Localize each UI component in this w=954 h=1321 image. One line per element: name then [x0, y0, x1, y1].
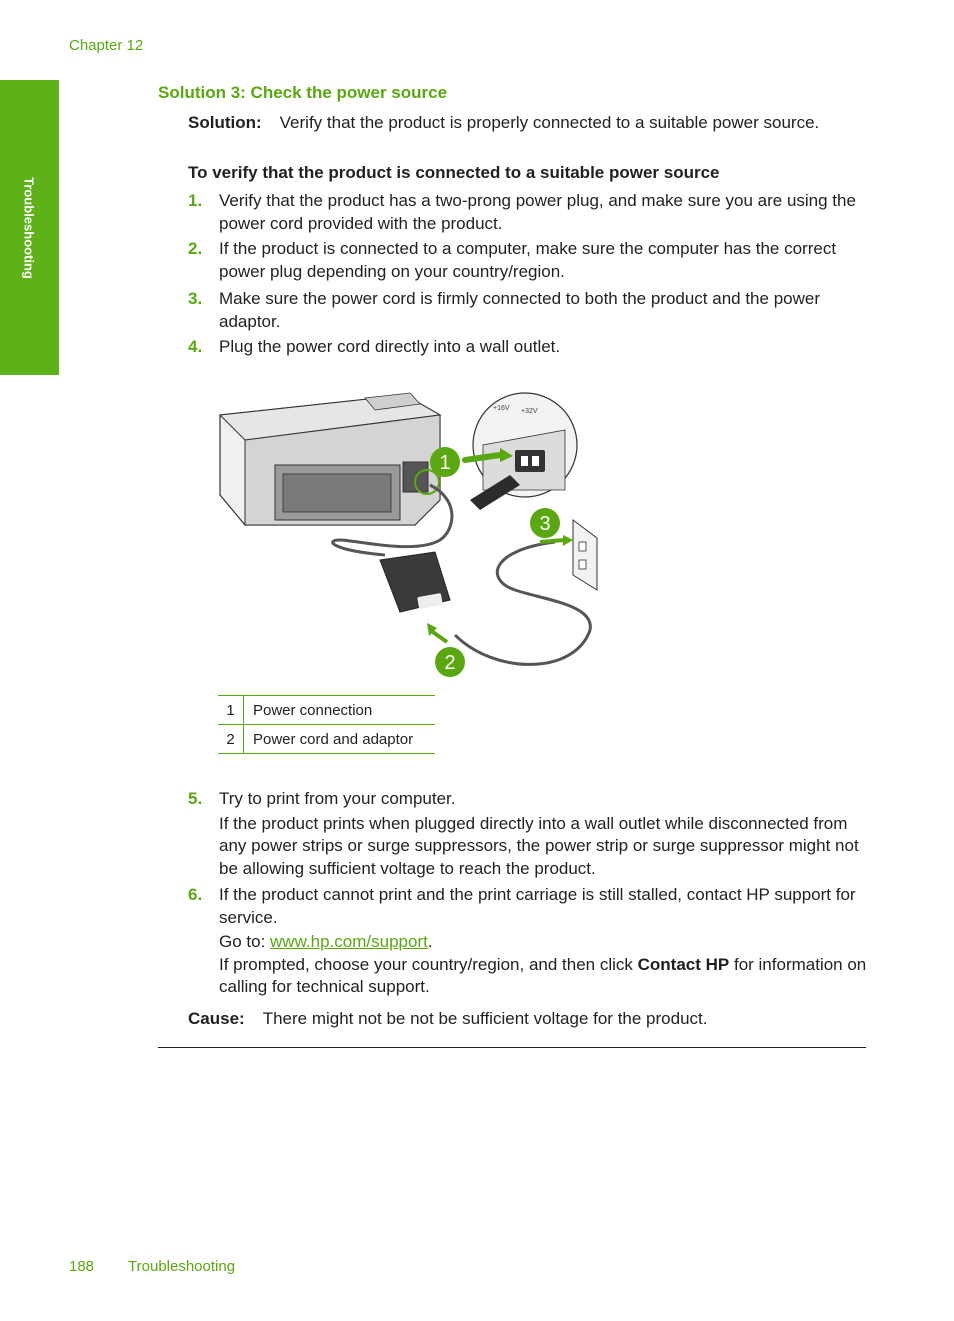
figure-legend [218, 695, 435, 754]
legend-label: Power connection [244, 696, 436, 725]
step-number: 3. [188, 289, 203, 308]
callout-3 [530, 508, 560, 538]
step-6 [188, 884, 868, 999]
svg-text:1: 1 [439, 452, 451, 474]
step-number: 6. [188, 885, 203, 904]
legend-number: 1 [218, 696, 244, 725]
side-tab [0, 80, 59, 375]
support-link[interactable]: www.hp.com/support [270, 932, 428, 951]
step-2 [188, 238, 868, 283]
step-5 [188, 788, 868, 880]
callout-1 [430, 447, 460, 477]
step-goto [219, 931, 868, 954]
procedure-heading: To verify that the product is connected to a suitable power source [188, 163, 720, 182]
callout-2 [435, 647, 465, 677]
step-1 [188, 190, 868, 235]
prompt-prefix: If prompted, choose your country/region, and then click [219, 954, 638, 974]
port-label: +16V [493, 405, 510, 412]
legend-row [218, 696, 435, 725]
solution-paragraph [188, 112, 868, 135]
power-connection-illustration [215, 390, 605, 680]
cause-label: Cause: [188, 1009, 245, 1028]
goto-suffix: . [427, 932, 433, 951]
solution-text: Verify that the product is properly connected to a suitable power source. [279, 113, 820, 132]
step-4 [188, 336, 868, 359]
legend-row [218, 725, 435, 754]
side-tab-label: Troubleshooting [21, 177, 37, 279]
port-label: +32V [521, 408, 538, 415]
step-text: Try to print from your computer. [219, 789, 456, 808]
contact-hp-label: Contact HP [637, 954, 730, 974]
step-text: Make sure the power cord is firmly connected to both the product and the power adaptor. [219, 289, 820, 331]
page-footer [69, 1258, 235, 1275]
step-number: 2. [188, 239, 203, 258]
chapter-header: Chapter 12 [69, 37, 144, 54]
printer-illustration [220, 393, 440, 525]
cause-text: There might not be not be sufficient voltage for the product. [262, 1009, 708, 1028]
section-divider [158, 1047, 866, 1048]
footer-section: Troubleshooting [128, 1258, 236, 1275]
goto-prefix: Go to: [219, 932, 271, 951]
svg-text:2: 2 [444, 652, 456, 674]
solution-label: Solution: [188, 113, 262, 132]
port-inset [465, 393, 577, 510]
step-text: Plug the power cord directly into a wall outlet. [219, 337, 561, 356]
step-number: 5. [188, 789, 203, 808]
step-number: 1. [188, 191, 203, 210]
cause-paragraph [188, 1008, 868, 1031]
svg-text:3: 3 [539, 513, 551, 535]
step-prompt [219, 954, 868, 999]
step-number: 4. [188, 337, 203, 356]
step-3 [188, 288, 868, 333]
step-detail: If the product prints when plugged directly into a wall outlet while disconnected from any power strips or surge suppressors, the power strip or surge suppressor might not be allowing sufficient voltage to reach the product. [219, 813, 859, 878]
legend-label: Power cord and adaptor [244, 725, 436, 754]
prompt-suffix: for information on calling for technical support. [219, 954, 867, 996]
step-text: If the product cannot print and the print carriage is still stalled, contact HP support for service. [219, 885, 856, 927]
page-number: 188 [69, 1258, 95, 1275]
solution-heading: Solution 3: Check the power source [158, 83, 448, 102]
step-text: If the product is connected to a computer, make sure the computer has the correct power plug depending on your country/region. [219, 239, 837, 281]
step-text: Verify that the product has a two-prong power plug, and make sure you are using the power cord provided with the product. [219, 191, 856, 233]
power-adaptor [380, 552, 450, 612]
legend-number: 2 [218, 725, 244, 754]
